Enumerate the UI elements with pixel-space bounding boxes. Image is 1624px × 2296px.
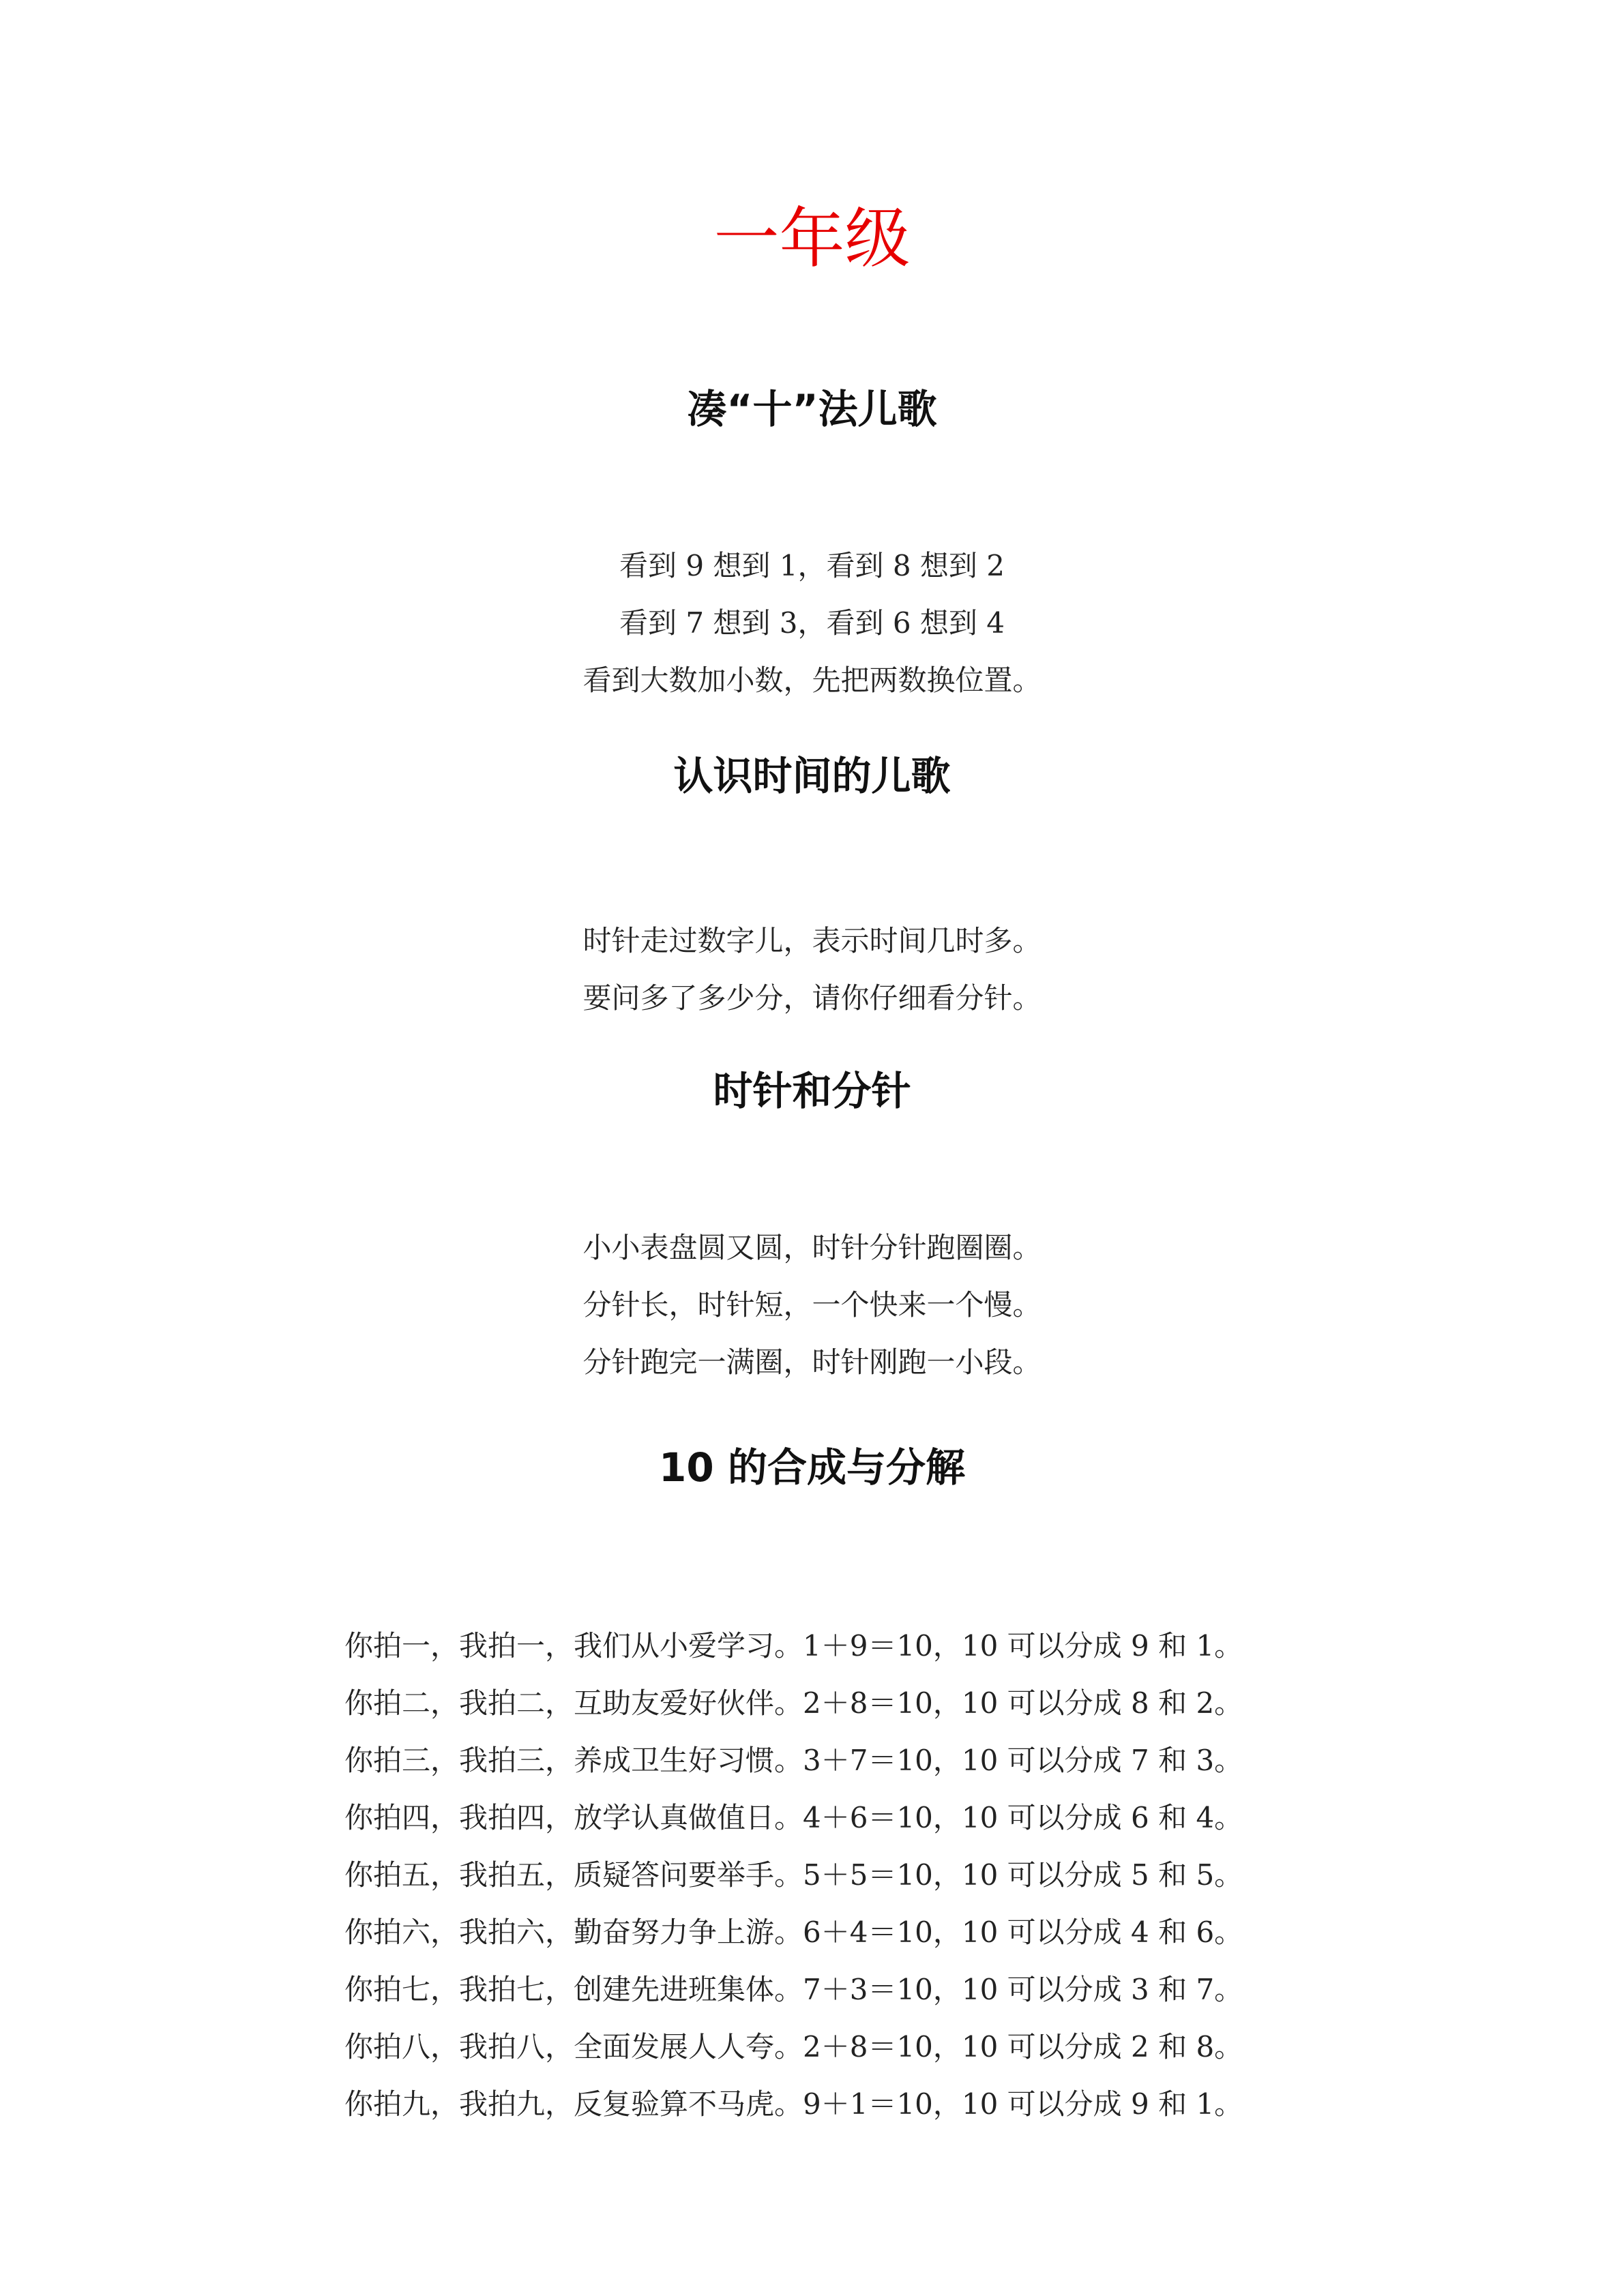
section-ten-composition — [0, 1440, 1624, 2133]
verse-line: 你拍八，我拍八，全面发展人人夸。2＋8＝10，10 可以分成 2 和 8。 — [344, 2030, 1243, 2063]
verse-line: 看到 9 想到 1，看到 8 想到 2 — [619, 549, 1005, 582]
verse-line: 你拍五，我拍五，质疑答问要举手。5＋5＝10，10 可以分成 5 和 5。 — [344, 1858, 1243, 1892]
page-title: 一年级 — [713, 200, 911, 277]
verse-line: 你拍四，我拍四，放学认真做值日。4＋6＝10，10 可以分成 6 和 4。 — [344, 1801, 1243, 1834]
verse-line: 你拍一，我拍一，我们从小爱学习。1＋9＝10，10 可以分成 9 和 1。 — [344, 1629, 1243, 1663]
verse-line: 时针走过数字儿，表示时间几时多。 — [582, 924, 1042, 957]
verse-line: 你拍三，我拍三，养成卫生好习惯。3＋7＝10，10 可以分成 7 和 3。 — [344, 1744, 1243, 1777]
verse-lines — [0, 1617, 1624, 2133]
verse-line: 你拍六，我拍六，勤奋努力争上游。6＋4＝10，10 可以分成 4 和 6。 — [344, 1915, 1243, 1949]
verse-lines — [0, 912, 1624, 1027]
section-title: 时针和分针 — [713, 1068, 911, 1114]
section-telling-time-song — [0, 749, 1624, 1027]
verse-line: 分针长，时针短，一个快来一个慢。 — [582, 1288, 1042, 1322]
verse-line: 看到大数加小数，先把两数换位置。 — [582, 664, 1042, 697]
verse-lines — [0, 537, 1624, 709]
section-clock-hands — [0, 1064, 1624, 1391]
verse-line: 看到 7 想到 3，看到 6 想到 4 — [619, 606, 1005, 640]
section-title: 认识时间的儿歌 — [673, 753, 951, 799]
verse-lines — [0, 1219, 1624, 1391]
verse-line: 分针跑完一满圈，时针刚跑一小段。 — [582, 1345, 1042, 1379]
section-title: 10 的合成与分解 — [659, 1444, 965, 1491]
section-make-ten-song — [0, 382, 1624, 709]
section-title: 凑“十”法儿歌 — [687, 386, 937, 432]
verse-line: 你拍二，我拍二，互助友爱好伙伴。2＋8＝10，10 可以分成 8 和 2。 — [344, 1686, 1243, 1720]
verse-line: 你拍七，我拍七，创建先进班集体。7＋3＝10，10 可以分成 3 和 7。 — [344, 1973, 1243, 2006]
verse-line: 要问多了多少分，请你仔细看分针。 — [582, 981, 1042, 1015]
verse-line: 小小表盘圆又圆，时针分针跑圈圈。 — [582, 1231, 1042, 1264]
verse-line: 你拍九，我拍九，反复验算不马虎。9＋1＝10，10 可以分成 9 和 1。 — [344, 2087, 1243, 2121]
